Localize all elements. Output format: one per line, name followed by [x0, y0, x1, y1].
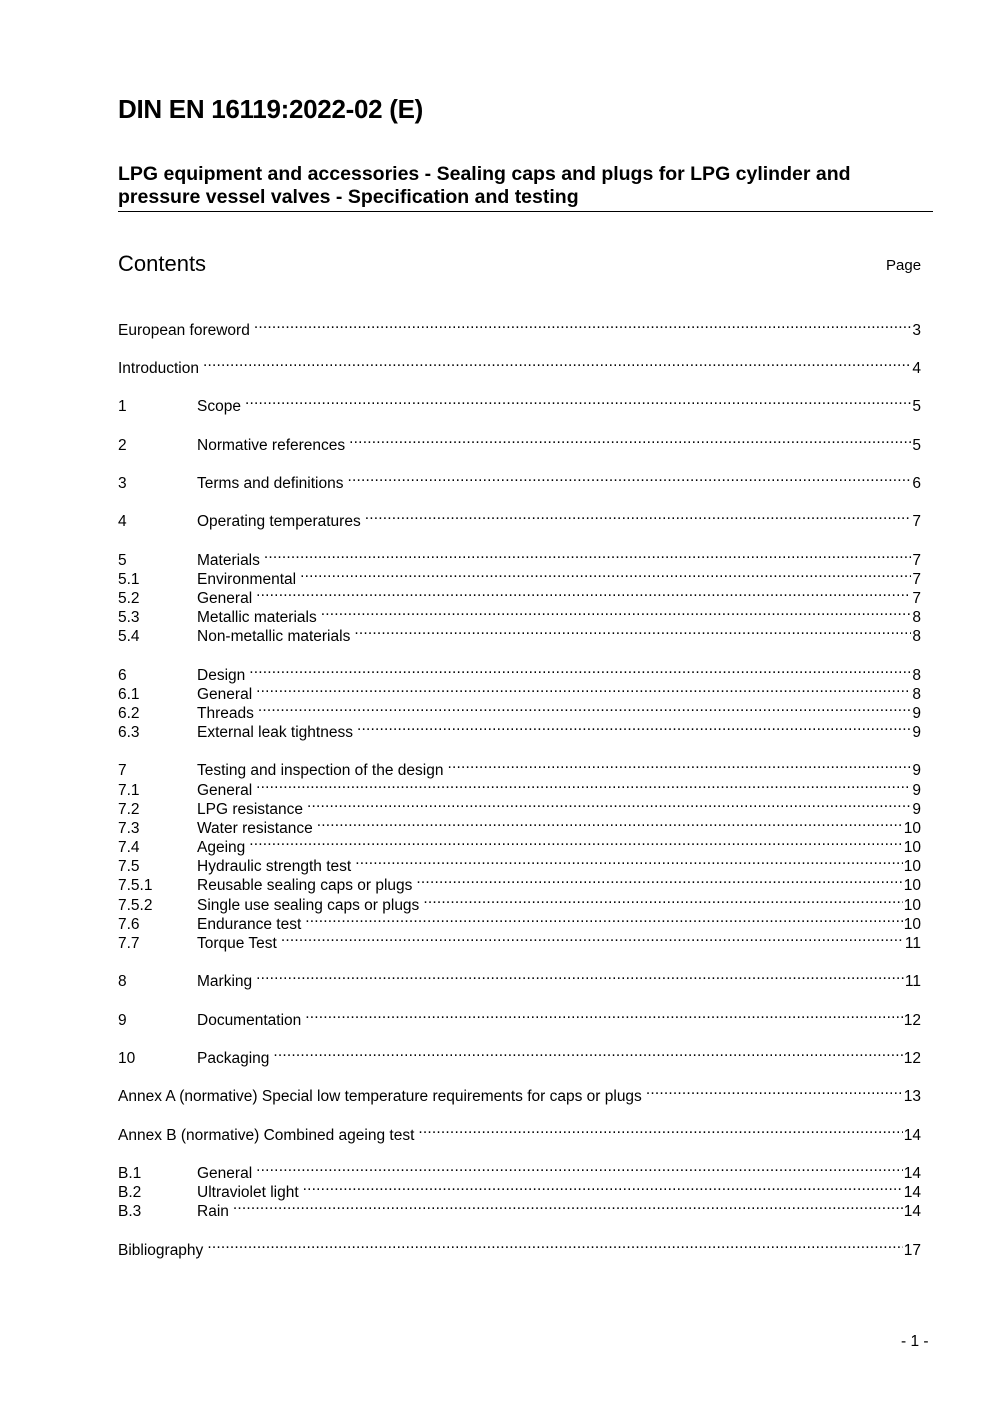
- toc-entry-title: General: [197, 590, 253, 607]
- toc-entry[interactable]: [118, 507, 921, 530]
- toc-entry-number: 6.2: [118, 705, 140, 722]
- toc-entry-title: Single use sealing caps or plugs: [197, 897, 420, 914]
- toc-entry[interactable]: [118, 680, 921, 703]
- toc-dot-leader: [281, 929, 904, 948]
- toc-entry-page: 9: [912, 801, 921, 818]
- toc-entry-number: 6.3: [118, 724, 140, 741]
- page-column-label: Page: [886, 257, 922, 274]
- toc-entry-page: 3: [912, 322, 921, 339]
- toc-entry-page: 9: [912, 724, 921, 741]
- toc-entry-page: 10: [903, 877, 921, 894]
- toc-entry-page: 12: [903, 1012, 921, 1029]
- toc-entry-page: 9: [912, 762, 921, 779]
- toc-entry-number: 7.2: [118, 801, 140, 818]
- toc-entry-page: 14: [903, 1165, 921, 1182]
- toc-entry[interactable]: [118, 603, 921, 626]
- toc-entry-page: 12: [903, 1050, 921, 1067]
- toc-dot-leader: [256, 1159, 903, 1178]
- toc-dot-leader: [365, 507, 912, 526]
- toc-entry-title: Reusable sealing caps or plugs: [197, 877, 413, 894]
- toc-entry-title: LPG resistance: [197, 801, 303, 818]
- toc-entry-number: 6.1: [118, 686, 140, 703]
- toc-dot-leader: [305, 910, 902, 929]
- document-title-line: LPG equipment and accessories - Sealing caps and plugs for LPG cylinder and: [118, 163, 851, 185]
- toc-entry-number: 6: [118, 667, 127, 684]
- toc-entry-number: 7.1: [118, 782, 140, 799]
- toc-entry-title: Water resistance: [197, 820, 313, 837]
- toc-entry-number: 9: [118, 1012, 127, 1029]
- toc-dot-leader: [256, 584, 911, 603]
- toc-entry[interactable]: [118, 661, 921, 684]
- toc-dot-leader: [207, 1236, 902, 1255]
- toc-entry-title: Endurance test: [197, 916, 302, 933]
- toc-dot-leader: [256, 680, 911, 699]
- toc-entry-title: Marking: [197, 973, 253, 990]
- toc-entry-page: 17: [903, 1242, 921, 1259]
- toc-entry-page: 7: [912, 552, 921, 569]
- toc-entry-title: General: [197, 686, 253, 703]
- toc-entry-page: 8: [912, 667, 921, 684]
- toc-dot-leader: [249, 661, 911, 680]
- toc-dot-leader: [303, 1178, 903, 1197]
- toc-entry-title: Ultraviolet light: [197, 1184, 299, 1201]
- toc-entry-title: Documentation: [197, 1012, 302, 1029]
- toc-entry-number: B.2: [118, 1184, 142, 1201]
- toc-dot-leader: [258, 699, 912, 718]
- toc-entry[interactable]: [118, 718, 921, 741]
- toc-dot-leader: [416, 871, 902, 890]
- toc-entry-number: 7.6: [118, 916, 140, 933]
- toc-entry-title: General: [197, 782, 253, 799]
- toc-dot-leader: [249, 833, 902, 852]
- toc-entry[interactable]: [118, 431, 921, 454]
- toc-entry-number: 7.3: [118, 820, 140, 837]
- toc-entry-number: 5.2: [118, 590, 140, 607]
- document-title: [118, 163, 933, 212]
- toc-entry[interactable]: [118, 392, 921, 415]
- toc-dot-leader: [307, 795, 911, 814]
- toc-entry[interactable]: [118, 565, 921, 588]
- toc-dot-leader: [256, 967, 904, 986]
- toc-entry[interactable]: [118, 776, 921, 799]
- toc-entry-title: Hydraulic strength test: [197, 858, 352, 875]
- toc-entry[interactable]: [118, 795, 921, 818]
- toc-dot-leader: [245, 392, 911, 411]
- toc-entry-number: 8: [118, 973, 127, 990]
- toc-entry[interactable]: [118, 833, 921, 856]
- toc-entry-number: 3: [118, 475, 127, 492]
- toc-entry-page: 14: [903, 1203, 921, 1220]
- toc-entry-page: 7: [912, 571, 921, 588]
- toc-entry-number: 5.3: [118, 609, 140, 626]
- toc-entry-page: 5: [912, 437, 921, 454]
- toc-entry-title: Ageing: [197, 839, 246, 856]
- toc-entry[interactable]: [118, 622, 921, 645]
- toc-entry-page: 10: [903, 916, 921, 933]
- toc-entry-page: 14: [903, 1184, 921, 1201]
- toc-entry[interactable]: [118, 814, 921, 837]
- toc-entry[interactable]: [118, 891, 921, 914]
- toc-entry[interactable]: [118, 1236, 921, 1259]
- toc-entry-title: General: [197, 1165, 253, 1182]
- toc-entry[interactable]: [118, 699, 921, 722]
- toc-entry[interactable]: [118, 1178, 921, 1201]
- toc-entry-title: Annex A (normative) Special low temperature requirements for caps or plugs: [118, 1088, 642, 1105]
- toc-entry-page: 10: [903, 839, 921, 856]
- toc-entry-title: Terms and definitions: [197, 475, 344, 492]
- toc-entry-title: Packaging: [197, 1050, 270, 1067]
- toc-dot-leader: [203, 354, 911, 373]
- toc-entry-title: European foreword: [118, 322, 250, 339]
- toc-entry[interactable]: [118, 354, 921, 377]
- toc-entry-number: 4: [118, 513, 127, 530]
- toc-entry-title: Introduction: [118, 360, 199, 377]
- toc-entry[interactable]: [118, 584, 921, 607]
- toc-entry-title: Threads: [197, 705, 254, 722]
- toc-entry-page: 10: [903, 858, 921, 875]
- toc-entry-page: 9: [912, 705, 921, 722]
- footer-page-number: - 1 -: [901, 1333, 929, 1350]
- toc-entry-number: 1: [118, 398, 127, 415]
- toc-entry-page: 7: [912, 590, 921, 607]
- toc-entry-title: Normative references: [197, 437, 346, 454]
- toc-entry[interactable]: [118, 546, 921, 569]
- toc-entry-page: 9: [912, 782, 921, 799]
- toc-entry-page: 8: [912, 628, 921, 645]
- contents-heading: Contents: [118, 251, 207, 276]
- toc-dot-leader: [447, 756, 911, 775]
- toc-dot-leader: [317, 814, 903, 833]
- toc-entry-number: 7.5.2: [118, 897, 153, 914]
- toc-entry[interactable]: [118, 1044, 921, 1067]
- toc-entry[interactable]: [118, 1197, 921, 1220]
- toc-entry-number: 2: [118, 437, 127, 454]
- toc-entry[interactable]: [118, 316, 921, 339]
- toc-entry-page: 11: [904, 973, 921, 990]
- toc-entry-title: Testing and inspection of the design: [197, 762, 444, 779]
- toc-entry-title: Bibliography: [118, 1242, 204, 1259]
- toc-entry-page: 7: [912, 513, 921, 530]
- toc-dot-leader: [254, 316, 912, 335]
- toc-dot-leader: [646, 1082, 903, 1101]
- toc-dot-leader: [347, 469, 911, 488]
- toc-dot-leader: [305, 1006, 902, 1025]
- toc-entry[interactable]: [118, 967, 921, 990]
- toc-entry[interactable]: [118, 1082, 921, 1105]
- document-title-line: pressure vessel valves - Specification and testing: [118, 186, 579, 208]
- toc-entry-number: B.3: [118, 1203, 142, 1220]
- toc-dot-leader: [357, 718, 911, 737]
- toc-entry[interactable]: [118, 1121, 921, 1144]
- toc-entry-page: 5: [912, 398, 921, 415]
- toc-dot-leader: [418, 1121, 902, 1140]
- toc-entry-title: Annex B (normative) Combined ageing test: [118, 1127, 415, 1144]
- toc-dot-leader: [256, 776, 911, 795]
- toc-entry-title: Metallic materials: [197, 609, 317, 626]
- toc-entry-number: 10: [118, 1050, 136, 1067]
- toc-dot-leader: [354, 622, 911, 641]
- toc-entry-title: Non-metallic materials: [197, 628, 351, 645]
- toc-entry-title: Operating temperatures: [197, 513, 361, 530]
- toc-entry[interactable]: [118, 469, 921, 492]
- toc-entry-number: 7.5.1: [118, 877, 153, 894]
- toc-entry[interactable]: [118, 1006, 921, 1029]
- document-id: DIN EN 16119:2022-02 (E): [118, 94, 423, 124]
- toc-entry-title: External leak tightness: [197, 724, 353, 741]
- toc-entry-page: 11: [904, 935, 921, 952]
- toc-entry-title: Torque Test: [197, 935, 277, 952]
- toc-entry[interactable]: [118, 871, 921, 894]
- toc-entry-number: 5: [118, 552, 127, 569]
- toc-dot-leader: [273, 1044, 902, 1063]
- toc-entry-number: 7.5: [118, 858, 140, 875]
- toc-dot-leader: [349, 431, 911, 450]
- toc-entry-number: 7.7: [118, 935, 140, 952]
- toc-dot-leader: [423, 891, 902, 910]
- toc-entry-page: 10: [903, 820, 921, 837]
- toc-entry-title: Scope: [197, 398, 241, 415]
- toc-entry-number: 7.4: [118, 839, 140, 856]
- toc-dot-leader: [233, 1197, 903, 1216]
- toc-entry-page: 10: [903, 897, 921, 914]
- toc-dot-leader: [355, 852, 903, 871]
- toc-entry[interactable]: [118, 929, 921, 952]
- toc-entry-page: 14: [903, 1127, 921, 1144]
- toc-entry-page: 8: [912, 686, 921, 703]
- toc-dot-leader: [264, 546, 911, 565]
- toc-entry-number: 7: [118, 762, 127, 779]
- toc-entry[interactable]: [118, 756, 921, 779]
- toc-entry-page: 13: [903, 1088, 921, 1105]
- toc-entry-title: Environmental: [197, 571, 297, 588]
- toc-entry-title: Rain: [197, 1203, 229, 1220]
- toc-entry-number: 5.1: [118, 571, 140, 588]
- toc-entry[interactable]: [118, 910, 921, 933]
- toc-entry-number: 5.4: [118, 628, 140, 645]
- toc-entry-title: Materials: [197, 552, 260, 569]
- toc-entry-page: 8: [912, 609, 921, 626]
- toc-entry-number: B.1: [118, 1165, 142, 1182]
- toc-entry[interactable]: [118, 852, 921, 875]
- toc-entry-title: Design: [197, 667, 246, 684]
- toc-entry-page: 4: [912, 360, 921, 377]
- toc-dot-leader: [300, 565, 911, 584]
- toc-dot-leader: [321, 603, 912, 622]
- toc-entry-page: 6: [912, 475, 921, 492]
- toc-entry[interactable]: [118, 1159, 921, 1182]
